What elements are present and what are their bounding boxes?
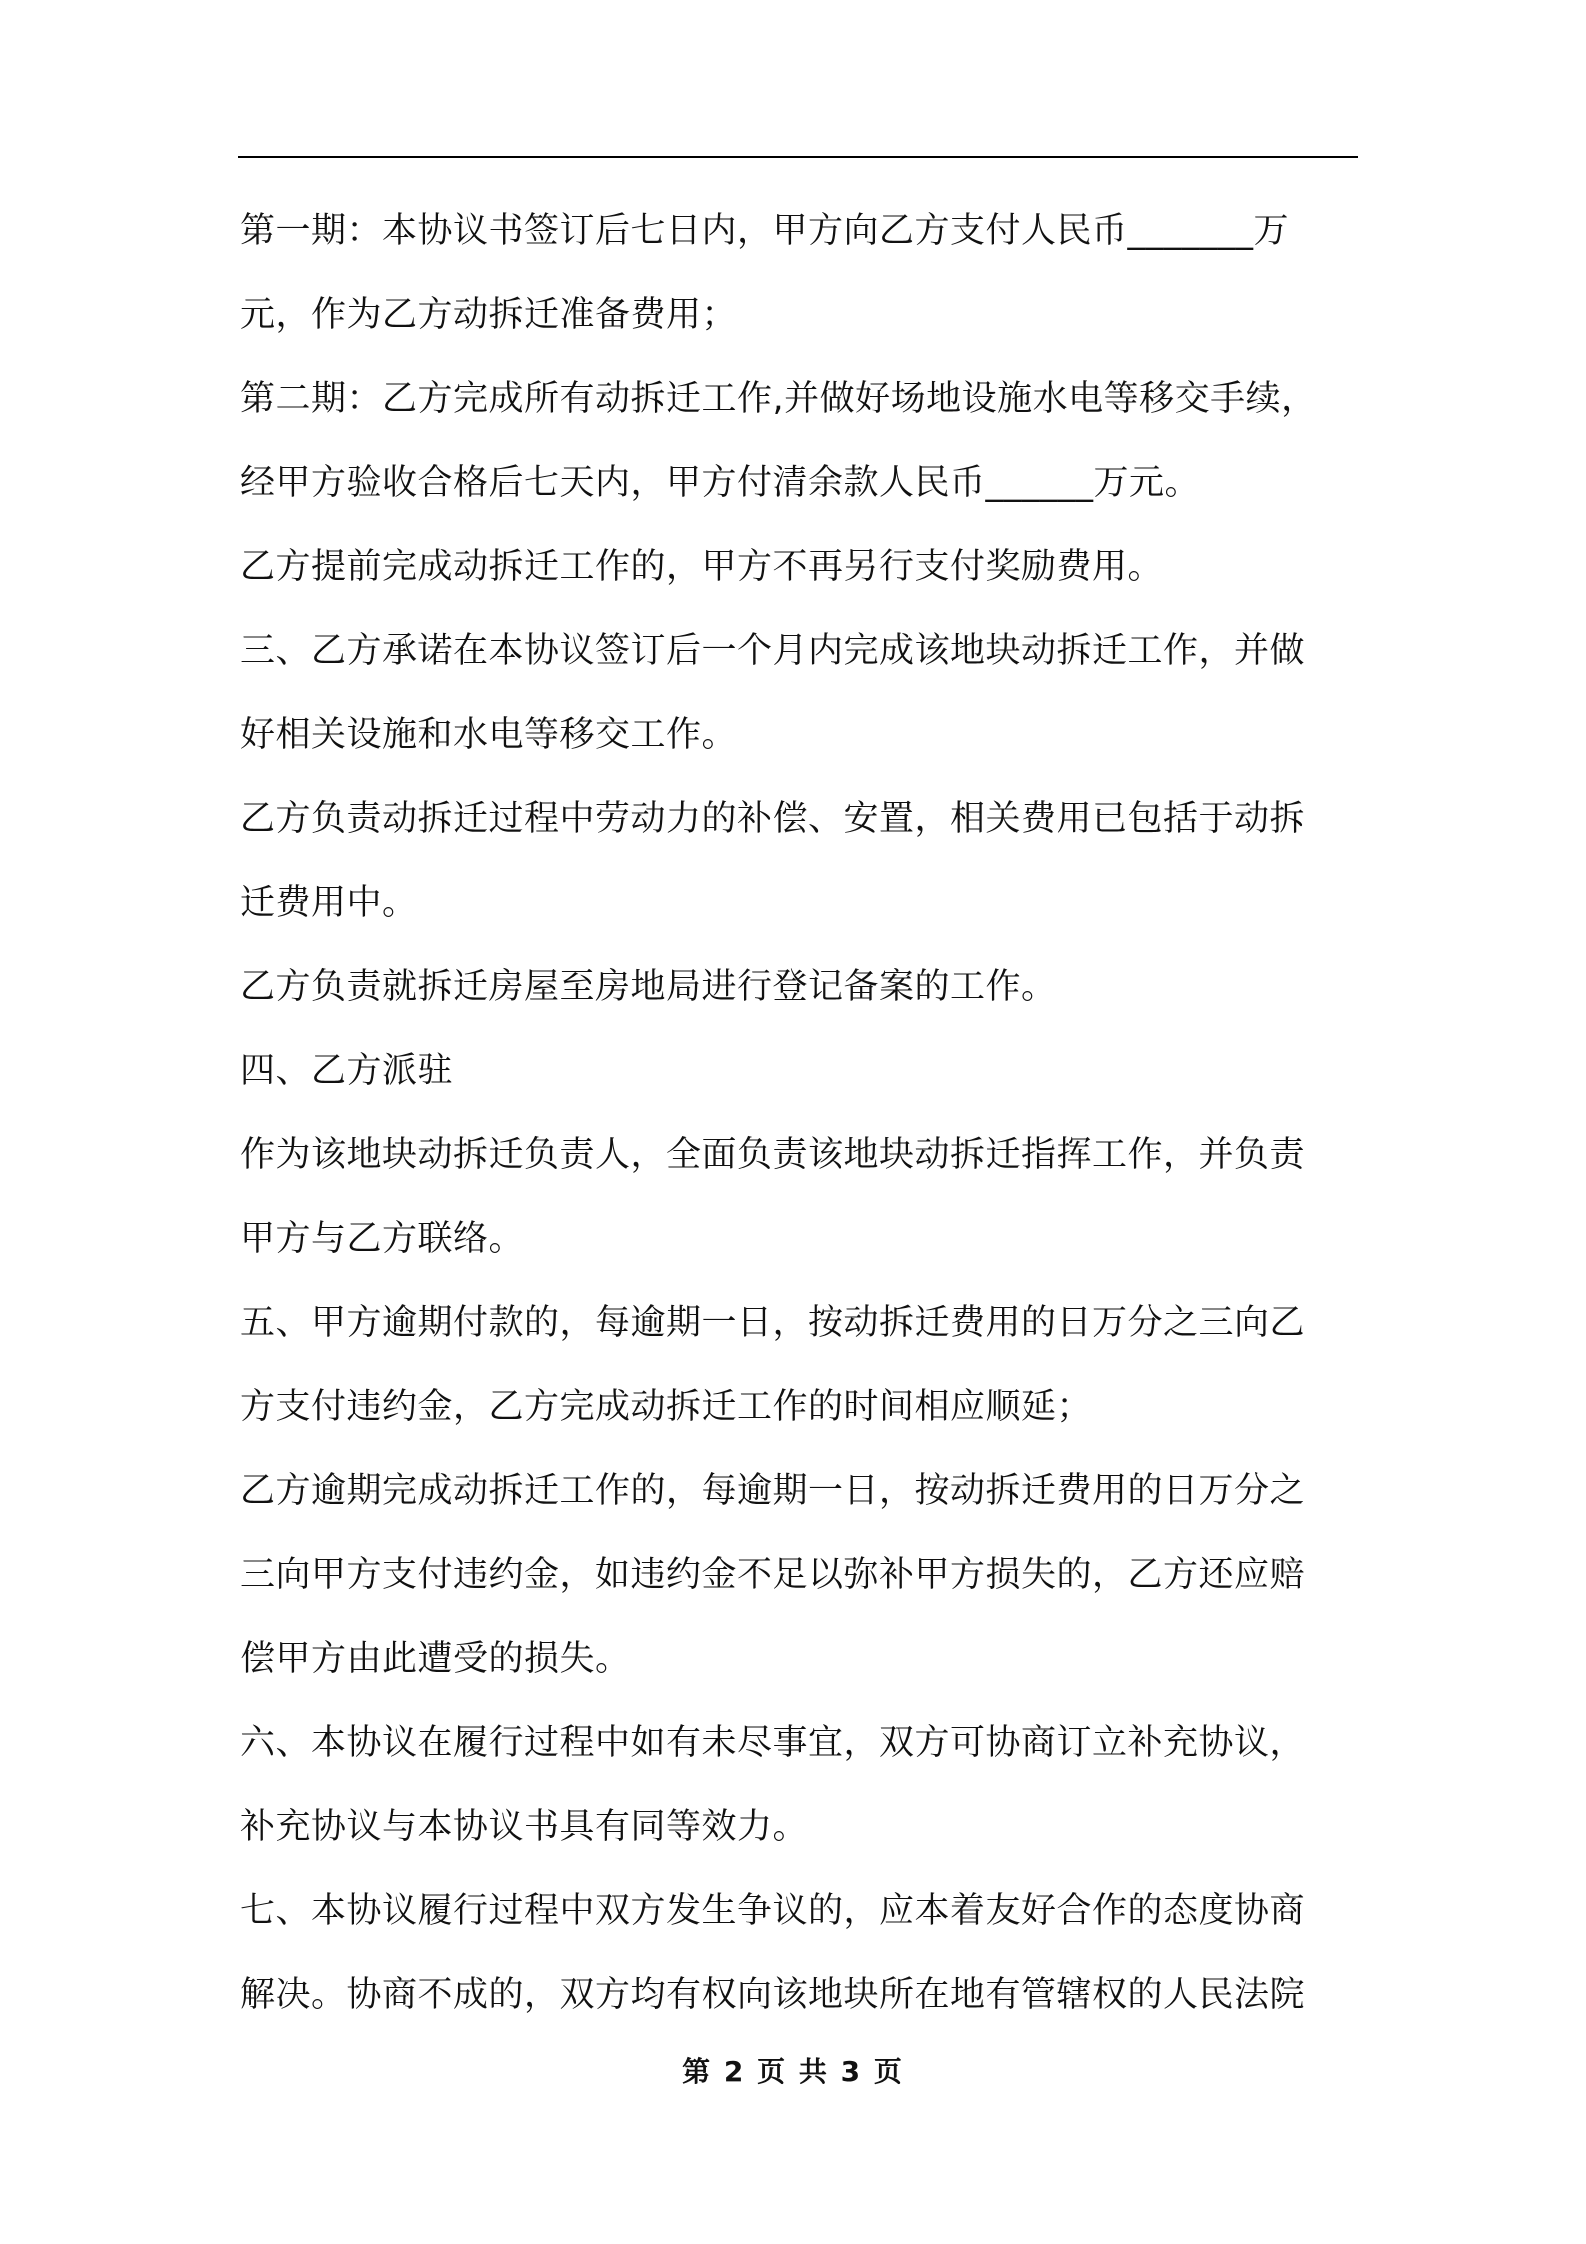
page-number: 第 2 页 共 3 页 bbox=[682, 2055, 904, 2088]
text-line: 甲方与乙方联络。 bbox=[240, 1219, 525, 1259]
text-line: 经甲方验收合格后七天内，甲方付清余款人民币______万元。 bbox=[240, 463, 1201, 503]
text-line: 乙方逾期完成动拆迁工作的，每逾期一日，按动拆迁费用的日万分之 bbox=[240, 1471, 1306, 1511]
text-line: 元，作为乙方动拆迁准备费用； bbox=[240, 295, 738, 335]
header-rule bbox=[238, 156, 1358, 158]
text-line: 解决。协商不成的，双方均有权向该地块所在地有管辖权的人民法院 bbox=[240, 1975, 1306, 2015]
text-line: 五、甲方逾期付款的，每逾期一日，按动拆迁费用的日万分之三向乙 bbox=[240, 1303, 1306, 1343]
text-line: 三向甲方支付违约金，如违约金不足以弥补甲方损失的，乙方还应赔 bbox=[240, 1555, 1306, 1595]
text-line: 乙方提前完成动拆迁工作的，甲方不再另行支付奖励费用。 bbox=[240, 547, 1164, 587]
text-line: 四、乙方派驻 bbox=[240, 1051, 454, 1091]
text-line: 六、本协议在履行过程中如有未尽事宜，双方可协商订立补充协议， bbox=[240, 1723, 1306, 1763]
text-line: 乙方负责就拆迁房屋至房地局进行登记备案的工作。 bbox=[240, 967, 1057, 1007]
text-line: 三、乙方承诺在本协议签订后一个月内完成该地块动拆迁工作，并做 bbox=[240, 631, 1306, 671]
text-line: 偿甲方由此遭受的损失。 bbox=[240, 1639, 631, 1679]
text-line: 乙方负责动拆迁过程中劳动力的补偿、安置，相关费用已包括于动拆 bbox=[240, 799, 1306, 839]
text-line: 第二期：乙方完成所有动拆迁工作,并做好场地设施水电等移交手续， bbox=[240, 379, 1317, 419]
text-line: 作为该地块动拆迁负责人，全面负责该地块动拆迁指挥工作，并负责 bbox=[240, 1135, 1306, 1175]
text-line: 方支付违约金，乙方完成动拆迁工作的时间相应顺延； bbox=[240, 1387, 1093, 1427]
text-line: 补充协议与本协议书具有同等效力。 bbox=[240, 1807, 809, 1847]
text-line: 迁费用中。 bbox=[240, 883, 418, 923]
text-line: 七、本协议履行过程中双方发生争议的，应本着友好合作的态度协商 bbox=[240, 1891, 1306, 1931]
document-body bbox=[240, 200, 1360, 2048]
text-line: 好相关设施和水电等移交工作。 bbox=[240, 715, 738, 755]
text-line: 第一期：本协议书签订后七日内，甲方向乙方支付人民币_______万 bbox=[240, 211, 1290, 251]
